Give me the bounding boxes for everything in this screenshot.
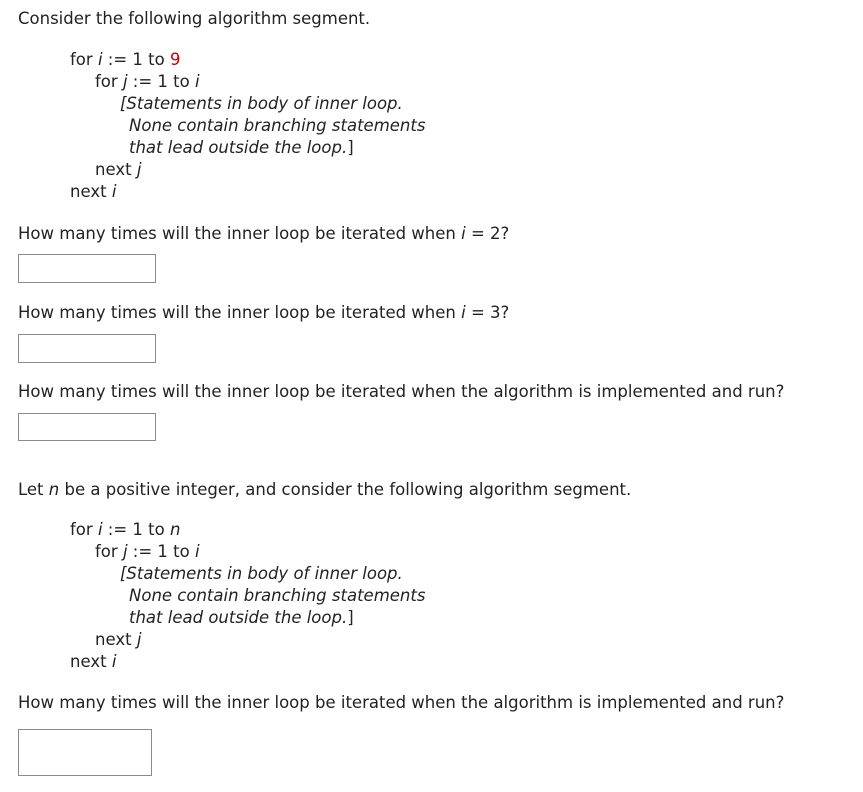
loop-body-line-1: [Statements in body of inner loop. xyxy=(120,94,403,113)
loop-body-line-3: that lead outside the loop.] xyxy=(129,138,354,157)
question-1-text: How many times will the inner loop be iterated when i = 2? xyxy=(18,224,510,243)
intro-2-text: Let n be a positive integer, and consider the following algorithm segment. xyxy=(18,480,632,499)
intro-text: Consider the following algorithm segment. xyxy=(18,9,371,28)
inner-loop-line: for j := 1 to i xyxy=(95,72,200,91)
question-4-text: How many times will the inner loop be iterated when the algorithm is implemented and run? xyxy=(18,693,785,712)
loop-body-line-1: [Statements in body of inner loop. xyxy=(120,564,403,583)
next-j-line: next j xyxy=(95,630,142,649)
next-i-line: next i xyxy=(70,652,117,671)
answer-input-4[interactable] xyxy=(18,729,152,776)
loop-body-line-3: that lead outside the loop.] xyxy=(129,608,354,627)
answer-input-1[interactable] xyxy=(18,254,156,283)
answer-input-2[interactable] xyxy=(18,334,156,363)
outer-loop-limit: n xyxy=(169,520,181,539)
loop-body-line-2: None contain branching statements xyxy=(129,586,426,605)
loop-body-line-2: None contain branching statements xyxy=(129,116,426,135)
outer-loop-line: for i := 1 to n xyxy=(70,520,181,539)
outer-loop-line: for i := 1 to 9 xyxy=(70,50,181,69)
outer-loop-limit: 9 xyxy=(169,50,181,69)
inner-loop-line: for j := 1 to i xyxy=(95,542,200,561)
question-3-text: How many times will the inner loop be iterated when the algorithm is implemented and run? xyxy=(18,382,785,401)
next-i-line: next i xyxy=(70,182,117,201)
question-2-text: How many times will the inner loop be iterated when i = 3? xyxy=(18,303,510,322)
next-j-line: next j xyxy=(95,160,142,179)
answer-input-3[interactable] xyxy=(18,413,156,441)
